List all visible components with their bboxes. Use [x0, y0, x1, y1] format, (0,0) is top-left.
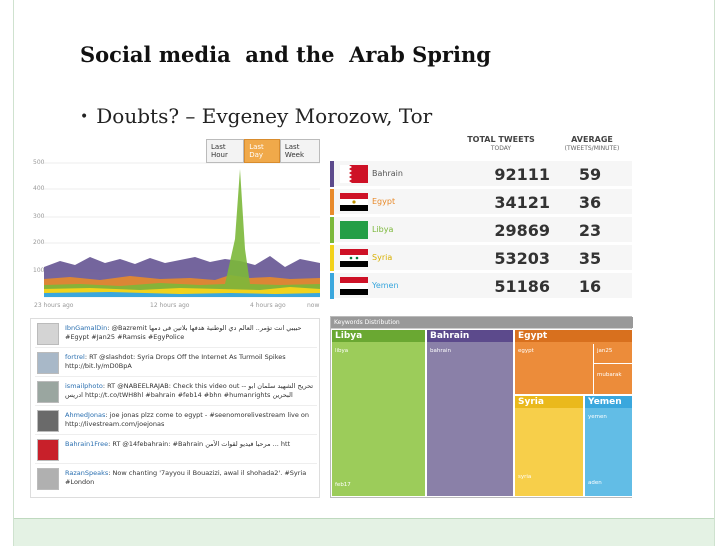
cell-header: Libya — [332, 330, 425, 342]
country-stats-table — [326, 133, 632, 301]
total-tweets-header: TOTAL TWEETS — [467, 135, 535, 144]
keyword-cell-mubarak — [593, 364, 633, 394]
tweet-text: : RT @NABEELRAJAB: Check this video out -- تحريح الشهيد سلمان ابو ادريس http://t.co/tWH8hl #bahrain #feb14 #bhn #humanrights البحرين — [65, 382, 314, 399]
tweet-item[interactable] — [35, 321, 317, 348]
treemap-cell-syria[interactable] — [514, 395, 584, 497]
tweet-user[interactable]: fortrel — [65, 353, 85, 361]
avatar — [37, 323, 59, 345]
cell-header: Syria — [515, 396, 583, 408]
stats-row-yemen — [330, 273, 632, 299]
tweet-item[interactable] — [35, 379, 317, 406]
tweet-item[interactable] — [35, 350, 317, 377]
x-tick: now — [307, 302, 320, 309]
tweet-item[interactable] — [35, 466, 317, 493]
last-day-button[interactable]: Last Day — [244, 139, 280, 163]
avatar — [37, 381, 59, 403]
chart-plot — [30, 139, 320, 309]
country-name: Egypt — [372, 197, 396, 206]
country-name: Syria — [372, 253, 393, 262]
y-tick: 100 — [33, 267, 45, 274]
color-stripe — [330, 245, 334, 271]
color-stripe — [330, 273, 334, 299]
slide-title: Social media and the Arab Spring — [80, 42, 491, 67]
last-week-button[interactable]: Last Week — [280, 139, 320, 163]
tweet-volume-chart — [30, 139, 320, 309]
country-name: Yemen — [372, 281, 399, 290]
slide-left-border — [0, 0, 14, 546]
cell-header: Egypt — [515, 330, 632, 342]
tweet-feed — [30, 318, 320, 498]
bullet-marker: • — [80, 109, 89, 125]
bullet-item — [80, 104, 432, 128]
tweet-user[interactable]: IbnGamalDin — [65, 324, 108, 332]
tweet-item[interactable] — [35, 408, 317, 435]
syria-flag-icon — [340, 249, 368, 267]
total-tweets-value: 92111 — [494, 165, 550, 184]
time-range-buttons — [206, 139, 320, 163]
slide-right-border — [714, 0, 728, 546]
keyword-label: mubarak — [597, 372, 622, 378]
color-stripe — [330, 161, 334, 187]
keyword-cell-jan25 — [593, 344, 633, 364]
tweet-user[interactable]: AhmedJonas — [65, 411, 106, 419]
average-value: 36 — [578, 193, 602, 212]
keywords-treemap — [330, 316, 632, 498]
bahrain-flag-icon — [340, 165, 368, 183]
stats-row-egypt — [330, 189, 632, 215]
avatar — [37, 352, 59, 374]
stats-row-syria — [330, 245, 632, 271]
bullet-text: Doubts? – Evgeney Morozow, Tor — [96, 104, 433, 128]
color-stripe — [330, 217, 334, 243]
x-tick: 12 hours ago — [150, 302, 190, 309]
tweet-item[interactable] — [35, 437, 317, 464]
average-subheader: (TWEETS/MINUTE) — [564, 145, 620, 152]
keyword-label: libya — [335, 348, 349, 354]
avatar — [37, 468, 59, 490]
y-tick: 500 — [33, 159, 45, 166]
yemen-flag-icon — [340, 277, 368, 295]
avatar — [37, 439, 59, 461]
average-value: 16 — [578, 277, 602, 296]
average-value: 23 — [578, 221, 602, 240]
average-header: AVERAGE — [571, 135, 613, 144]
tweet-text: : Now chanting '7ayyou il Bouazizi, awal il shohada2'. #Syria #London — [65, 469, 307, 486]
libya-flag-icon — [340, 221, 368, 239]
x-tick: 23 hours ago — [34, 302, 74, 309]
country-name: Bahrain — [372, 169, 403, 178]
total-tweets-subheader: TODAY — [490, 145, 512, 152]
cell-header: Yemen — [585, 396, 632, 408]
y-tick: 300 — [33, 213, 45, 220]
egypt-flag-icon — [340, 193, 368, 211]
keyword-label: aden — [588, 480, 602, 486]
average-value: 35 — [578, 249, 602, 268]
tweet-user[interactable]: RazanSpeaks — [65, 469, 109, 477]
keyword-label: bahrain — [430, 348, 451, 354]
total-tweets-value: 29869 — [494, 221, 550, 240]
tweet-user[interactable]: Bahrain1Free — [65, 440, 109, 448]
stats-row-libya — [330, 217, 632, 243]
y-tick: 400 — [33, 185, 45, 192]
tweet-user[interactable]: ismailphoto — [65, 382, 103, 390]
avatar — [37, 410, 59, 432]
tweet-text: : RT @14febahrain: #Bahrain مرحبا فيديو لقوات الأمن ... htt — [108, 440, 291, 448]
tweet-text: : RT @slashdot: Syria Drops Off the Internet As Turmoil Spikes http://bit.ly/mD0BpA — [65, 353, 286, 370]
country-name: Libya — [372, 225, 394, 234]
average-value: 59 — [578, 165, 602, 184]
treemap-cell-libya[interactable] — [331, 329, 426, 497]
tweet-text: : joe jonas plzz come to egypt - #seenomorelivestream live on http://livestream.com/joejonas — [65, 411, 310, 428]
keyword-label: syria — [518, 474, 532, 480]
treemap-title: Keywords Distribution — [331, 317, 633, 328]
x-tick: 4 hours ago — [250, 302, 286, 309]
total-tweets-value: 53203 — [494, 249, 550, 268]
keyword-label: feb17 — [335, 482, 351, 488]
color-stripe — [330, 189, 334, 215]
keyword-label: jan25 — [597, 348, 613, 354]
cell-header: Bahrain — [427, 330, 513, 342]
keyword-label: egypt — [518, 348, 534, 354]
treemap-cell-egypt[interactable] — [514, 329, 633, 395]
stats-row-bahrain — [330, 161, 632, 187]
keyword-label: yemen — [588, 414, 607, 420]
last-hour-button[interactable]: Last Hour — [206, 139, 244, 163]
treemap-cell-yemen[interactable] — [584, 395, 633, 497]
total-tweets-value: 34121 — [494, 193, 550, 212]
total-tweets-value: 51186 — [494, 277, 550, 296]
tweet-text: : @Bazremit حبيبي انت تؤمر.. العالم دي الوطنية هدفها بلاتين فى دمها #Egypt #Jan25 #Ramsis #EgyPolice — [65, 324, 302, 341]
slide-bottom-band — [14, 518, 714, 546]
treemap-cell-bahrain[interactable] — [426, 329, 514, 497]
y-tick: 200 — [33, 239, 45, 246]
